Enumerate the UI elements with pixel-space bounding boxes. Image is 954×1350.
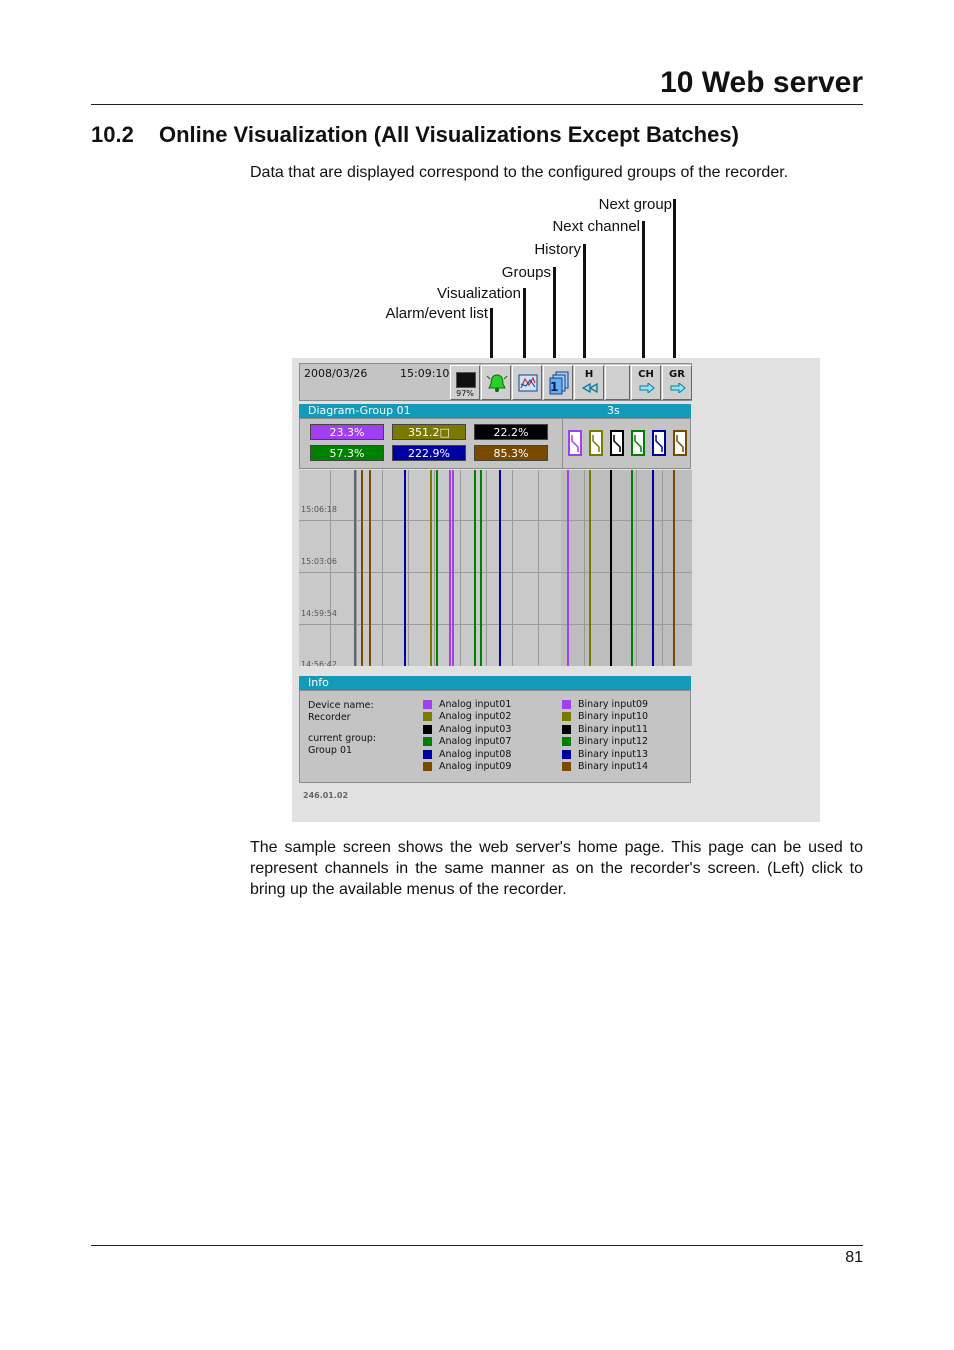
binary-switches — [564, 419, 690, 468]
analog-value-1: 23.3% — [310, 424, 384, 440]
trace-line — [404, 470, 406, 666]
memory-indicator — [450, 365, 480, 400]
section-title: Online Visualization (All Visualizations Except Batches) — [159, 122, 739, 147]
intro-text: Data that are displayed correspond to the configured groups of the recorder. — [250, 164, 789, 181]
next-group-label: GR — [669, 369, 685, 380]
callout-next-channel: Next channel — [552, 218, 640, 235]
trace-line — [474, 470, 476, 666]
footer-rule — [91, 1245, 863, 1246]
trace-line — [361, 470, 363, 666]
grid-line-horizontal — [299, 520, 692, 521]
trace-line — [589, 470, 591, 666]
leader-next-channel — [642, 221, 645, 365]
analog-value-5: 222.9% — [392, 445, 466, 461]
binary-switch-icon — [589, 430, 603, 456]
time-label: 14:59:54 — [301, 609, 337, 618]
group-title: Diagram-Group 01 — [308, 404, 411, 417]
grid-line-vertical — [584, 470, 585, 666]
history-label: H — [584, 369, 594, 380]
legend-binary-label: Binary input14 — [578, 761, 649, 772]
body-paragraph: The sample screen shows the web server's home page. This page can be used to represent channels in the same manner as on the recorder's screen. (Left) click to bring up the available menus of the recorder. — [250, 839, 863, 898]
memory-percent: 97% — [456, 389, 474, 398]
current-group-label: current group: — [308, 733, 377, 744]
groups-button[interactable] — [543, 365, 573, 400]
legend-analog-label: Analog input07 — [439, 736, 512, 748]
next-channel-button[interactable] — [631, 365, 661, 400]
time-label: 15:03:06 — [301, 557, 337, 566]
legend-binary-label: Binary input09 — [578, 699, 649, 710]
trace-line — [436, 470, 438, 666]
rewind-icon — [582, 383, 598, 393]
binary-switch-icon — [610, 430, 624, 456]
grid-line-vertical — [538, 470, 539, 666]
alarm-bell-icon — [486, 372, 508, 394]
info-panel — [299, 690, 691, 783]
toolbar-time: 15:09:10 — [400, 367, 450, 380]
visualization-button[interactable] — [512, 365, 542, 400]
legend-color — [423, 700, 432, 709]
section-heading — [91, 122, 739, 148]
history-button[interactable] — [574, 365, 604, 400]
trace-line — [369, 470, 371, 666]
visualization-icon — [518, 374, 538, 392]
legend-binary-label: Binary input12 — [578, 736, 649, 748]
legend-analog-label: Analog input09 — [439, 761, 512, 772]
legend-binary-label: Binary input13 — [578, 748, 649, 760]
legend-color — [423, 737, 432, 746]
toolbar-date: 2008/03/26 — [304, 367, 368, 380]
legend-analog-label: Analog input02 — [439, 711, 512, 723]
binary-switch-icon — [652, 430, 666, 456]
device-name-value: Recorder — [308, 712, 351, 723]
next-group-button[interactable] — [662, 365, 692, 400]
device-name-label: Device name: — [308, 700, 374, 711]
trace-line — [480, 470, 482, 666]
analog-value-3: 22.2% — [474, 424, 548, 440]
time-label: 15:06:18 — [301, 505, 337, 514]
next-channel-label: CH — [638, 369, 654, 380]
grid-line-vertical — [382, 470, 383, 666]
grid-line-vertical — [662, 470, 663, 666]
binary-switch-icon — [631, 430, 645, 456]
current-group-value: Group 01 — [308, 745, 353, 756]
legend-color — [562, 750, 571, 759]
callout-groups: Groups — [501, 264, 551, 281]
callout-visualization: Visualization — [437, 285, 521, 302]
trace-line — [452, 470, 454, 666]
trace-line — [430, 470, 432, 666]
groups-number: 1 — [550, 380, 559, 394]
binary-switch-icon — [673, 430, 687, 456]
legend-analog-label: Analog input01 — [439, 699, 512, 710]
trace-line — [449, 470, 451, 666]
legend-color — [562, 700, 571, 709]
legend-color — [423, 750, 432, 759]
legend-binary-label: Binary input10 — [578, 711, 649, 723]
arrow-right-icon — [670, 383, 686, 393]
toolbar — [299, 363, 692, 401]
legend-color — [423, 712, 432, 721]
group-interval: 3s — [607, 404, 620, 417]
blank-button — [605, 365, 630, 400]
trace-line — [567, 470, 569, 666]
header-rule — [91, 104, 863, 105]
callout-history: History — [534, 241, 581, 258]
legend-color — [423, 725, 432, 734]
memory-card-icon — [456, 372, 476, 388]
grid-line-vertical — [408, 470, 409, 666]
version-label: 246.01.02 — [303, 791, 349, 800]
leader-visualization — [523, 288, 526, 365]
group-title-bar — [299, 404, 691, 418]
arrow-right-icon — [639, 383, 655, 393]
grid-line-vertical — [460, 470, 461, 666]
binary-switch-icon — [568, 430, 582, 456]
callout-next-group: Next group — [598, 196, 672, 213]
analog-value-2: 351.2□ — [392, 424, 466, 440]
channel-legend — [300, 691, 692, 784]
grid-line-vertical — [486, 470, 487, 666]
legend-color — [562, 725, 571, 734]
trend-chart — [299, 470, 692, 666]
leader-history — [583, 244, 586, 365]
legend-analog-label: Analog input08 — [439, 748, 512, 760]
grid-line-vertical — [330, 470, 331, 666]
grid-line-vertical — [512, 470, 513, 666]
analog-value-6: 85.3% — [474, 445, 548, 461]
grid-line-vertical — [434, 470, 435, 666]
chapter-title: 10 Web server — [660, 66, 863, 99]
trace-line — [354, 470, 356, 666]
page-number: 81 — [845, 1249, 863, 1266]
grid-line-vertical — [636, 470, 637, 666]
legend-binary-label: Binary input11 — [578, 723, 649, 735]
info-title-bar — [299, 676, 691, 690]
legend-color — [562, 737, 571, 746]
leader-next-group — [673, 199, 676, 365]
legend-color — [562, 762, 571, 771]
time-label: 14:56:42 — [301, 660, 337, 666]
section-number: 10.2 — [91, 122, 134, 147]
web-server-screenshot — [292, 358, 820, 822]
leader-groups — [553, 267, 556, 365]
grid-line-horizontal — [299, 572, 692, 573]
grid-line-vertical — [356, 470, 357, 666]
analog-value-4: 57.3% — [310, 445, 384, 461]
legend-analog-label: Analog input03 — [439, 723, 512, 735]
trace-line — [499, 470, 501, 666]
leader-alarm-event-list — [490, 308, 493, 365]
callout-alarm-event-list: Alarm/event list — [385, 305, 488, 322]
trace-line — [631, 470, 633, 666]
trace-line — [610, 470, 612, 666]
trace-line — [652, 470, 654, 666]
values-panel — [299, 418, 691, 469]
alarm-event-list-button[interactable] — [481, 365, 511, 400]
legend-color — [562, 712, 571, 721]
trace-line — [673, 470, 675, 666]
legend-color — [423, 762, 432, 771]
grid-line-horizontal — [299, 624, 692, 625]
info-title: Info — [308, 676, 329, 689]
